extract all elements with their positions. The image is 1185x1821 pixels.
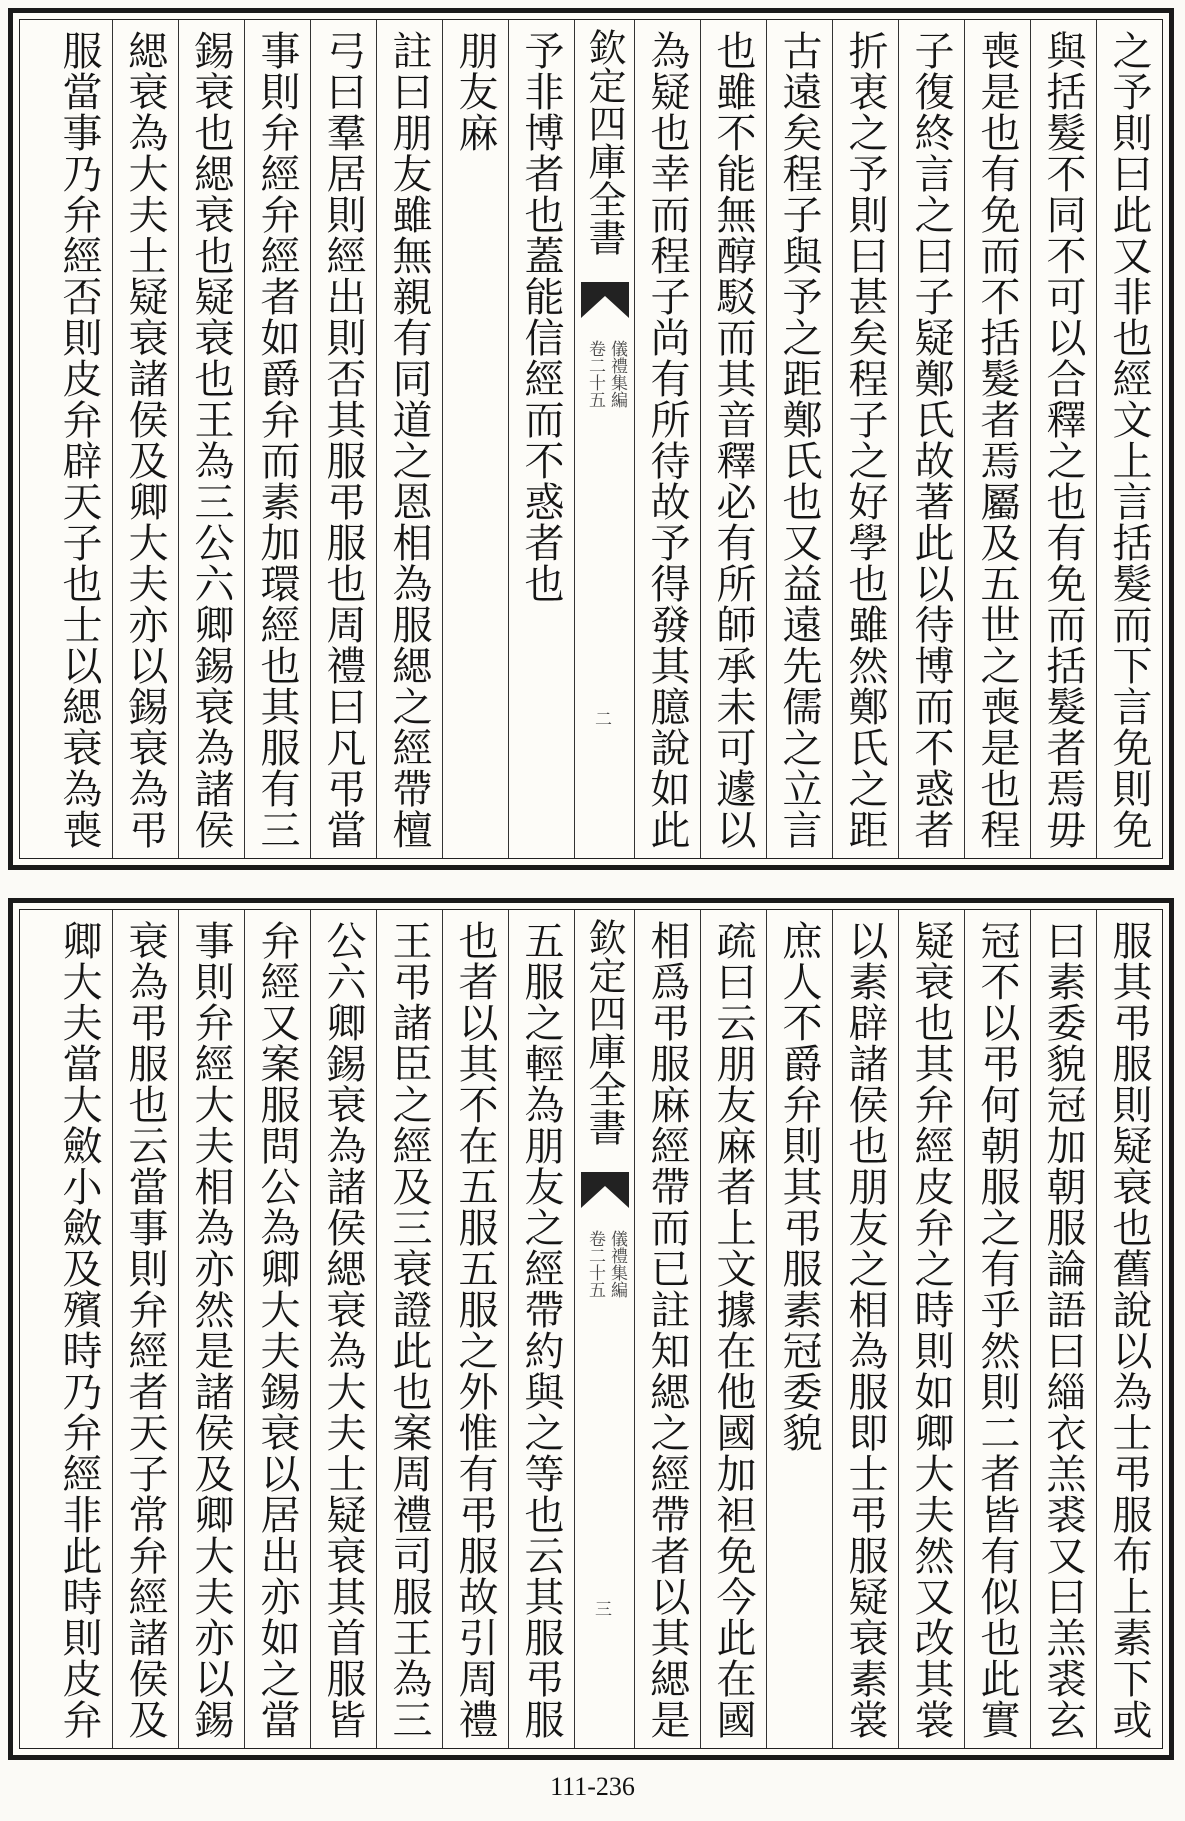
bottom-page-columns (19, 909, 1163, 1749)
column-text: 疏曰云朋友麻者上文據在他國加袒免今此在國 (710, 920, 756, 1740)
text-column (634, 20, 700, 858)
page-number-footer: 111-236 (550, 1772, 635, 1801)
column-text: 緦衰為大夫士疑衰諸侯及卿大夫亦以錫衰為弔 (122, 30, 168, 850)
column-text: 疑衰也其弁經皮弁之時則如卿大夫然又改其裳 (908, 920, 954, 1740)
text-column (442, 910, 508, 1748)
text-column (766, 910, 832, 1748)
text-column (700, 910, 766, 1748)
text-column (112, 910, 178, 1748)
text-column (376, 20, 442, 858)
column-text: 公六卿錫衰為諸侯緦衰為大夫士疑衰其首服皆 (320, 920, 366, 1740)
center-margin-column (574, 20, 634, 858)
top-page (8, 8, 1174, 870)
center-margin-column (574, 910, 634, 1748)
column-text: 為疑也幸而程子尚有所待故予得發其臆說如此 (644, 30, 690, 850)
text-column (898, 20, 964, 858)
column-text: 以素辟諸侯也朋友之相為服即士弔服疑衰素裳 (842, 920, 888, 1740)
column-text: 事則弁經弁經者如爵弁而素加環經也其服有三 (254, 30, 300, 850)
bottom-page (8, 898, 1174, 1760)
column-text: 之予則曰此又非也經文上言括髮而下言免則免 (1106, 30, 1152, 850)
text-column (766, 20, 832, 858)
text-column (244, 20, 310, 858)
text-column (1096, 20, 1162, 858)
column-text: 錫衰也緦衰也疑衰也王為三公六卿錫衰為諸侯 (188, 30, 234, 850)
column-text: 相爲弔服麻經帶而已註知緦之經帶者以其緦是 (644, 920, 690, 1740)
text-column (634, 910, 700, 1748)
text-column (310, 910, 376, 1748)
text-column (46, 20, 112, 858)
column-text: 折衷之予則曰甚矣程子之好學也雖然鄭氏之距 (842, 30, 888, 850)
column-text: 弓曰羣居則經出則否其服弔服也周禮曰凡弔當 (320, 30, 366, 850)
collection-title: 欽定四庫全書 (582, 918, 626, 1146)
text-column (964, 20, 1030, 858)
column-text: 喪是也有免而不括髮者焉屬及五世之喪是也程 (974, 30, 1020, 850)
column-text: 與括髮不同不可以合釋之也有免而括髮者焉毋 (1040, 30, 1086, 850)
column-text: 子復終言之曰子疑鄭氏故著此以待博而不惑者 (908, 30, 954, 850)
fishtail-mark-icon (581, 1172, 629, 1208)
text-column (1030, 20, 1096, 858)
column-text: 冠不以弔何朝服之有乎然則二者皆有似也此實 (974, 920, 1020, 1740)
column-text: 也雖不能無醇駁而其音釋必有所師承未可遽以 (710, 30, 756, 850)
text-column (898, 910, 964, 1748)
column-text: 庶人不爵弁則其弔服素冠委貌 (776, 920, 822, 1453)
text-column (832, 20, 898, 858)
column-text: 註曰朋友雖無親有同道之恩相為服緦之經帶檀 (386, 30, 432, 850)
column-text: 卿大夫當大斂小斂及殯時乃弁經非此時則皮弁 (56, 920, 102, 1740)
column-text: 事則弁經大夫相為亦然是諸侯及卿大夫亦以錫 (188, 920, 234, 1740)
column-text: 朋友麻 (452, 30, 498, 153)
book-title: 儀禮集編 (607, 340, 627, 408)
column-text: 弁經又案服問公為卿大夫錫衰以居出亦如之當 (254, 920, 300, 1740)
text-column (832, 910, 898, 1748)
text-column (310, 20, 376, 858)
text-column (112, 20, 178, 858)
collection-title: 欽定四庫全書 (582, 28, 626, 256)
column-text: 衰為弔服也云當事則弁經者天子常弁經諸侯及 (122, 920, 168, 1740)
juan-number: 卷二十五 (585, 340, 605, 408)
text-column (964, 910, 1030, 1748)
column-text: 五服之輕為朋友之經帶約與之等也云其服弔服 (518, 920, 564, 1740)
column-text: 予非博者也蓋能信經而不惑者也 (518, 30, 564, 604)
juan-number: 卷二十五 (585, 1230, 605, 1298)
text-column (1030, 910, 1096, 1748)
text-column (1096, 910, 1162, 1748)
text-column (178, 910, 244, 1748)
text-column (442, 20, 508, 858)
column-text: 也者以其不在五服五服之外惟有弔服故引周禮 (452, 920, 498, 1740)
column-text: 古遠矣程子與予之距鄭氏也又益遠先儒之立言 (776, 30, 822, 850)
text-column (178, 20, 244, 858)
column-text: 曰素委貌冠加朝服論語曰緇衣羔裘又曰羔裘玄 (1040, 920, 1086, 1740)
folio-number: 二 (591, 710, 611, 727)
column-text: 服其弔服則疑衰也舊說以為士弔服布上素下或 (1106, 920, 1152, 1740)
text-column (508, 20, 574, 858)
book-title: 儀禮集編 (607, 1230, 627, 1298)
text-column (700, 20, 766, 858)
folio-number: 三 (591, 1600, 611, 1617)
text-column (508, 910, 574, 1748)
text-column (244, 910, 310, 1748)
fishtail-mark-icon (581, 282, 629, 318)
text-column (376, 910, 442, 1748)
top-page-columns (19, 19, 1163, 859)
column-text: 王弔諸臣之經及三衰證此也案周禮司服王為三 (386, 920, 432, 1740)
text-column (46, 910, 112, 1748)
column-text: 服當事乃弁經否則皮弁辟天子也士以緦衰為喪 (56, 30, 102, 850)
